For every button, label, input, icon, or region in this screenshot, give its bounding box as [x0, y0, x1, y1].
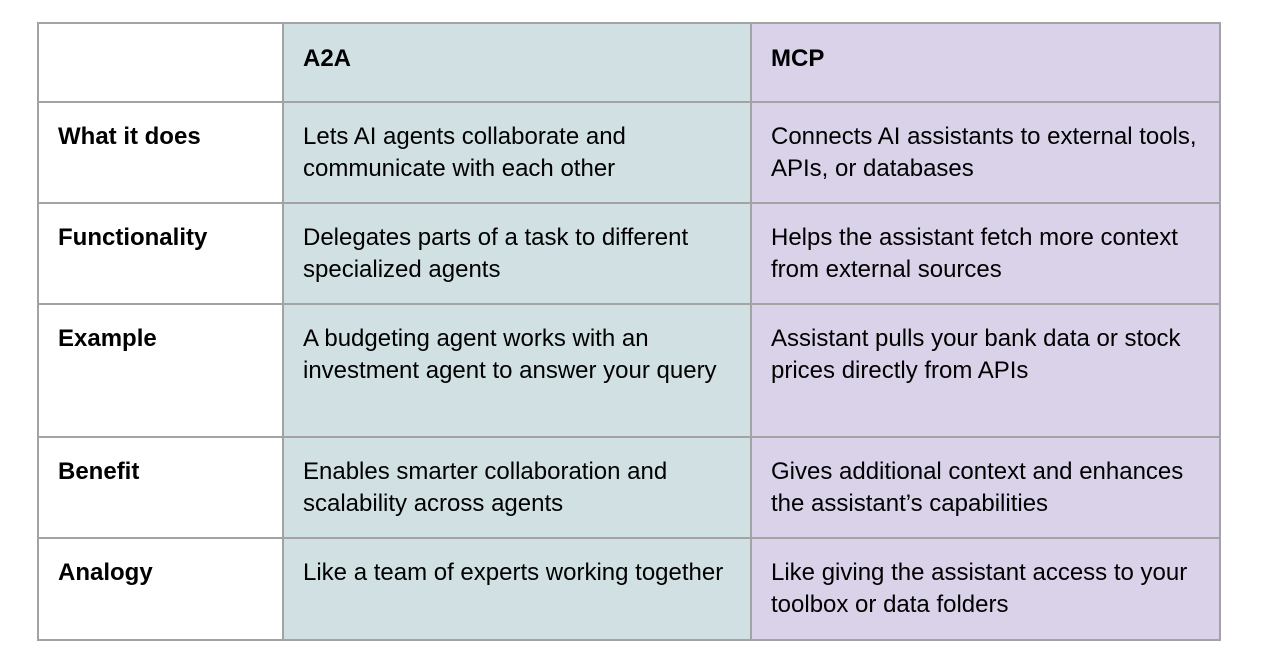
column-header-a2a [283, 23, 751, 102]
header-row [38, 23, 1220, 102]
column-header-a2a-label: A2A [303, 45, 352, 72]
column-header-mcp [751, 23, 1220, 102]
mcp-cell [751, 437, 1220, 538]
mcp-cell [751, 304, 1220, 437]
row-label: Example [58, 325, 157, 352]
a2a-cell [283, 437, 751, 538]
mcp-cell-text: Like giving the assistant access to your toolbox or data folders [771, 559, 1188, 618]
row-label-cell [38, 203, 283, 304]
table-row-functionality [38, 203, 1220, 304]
a2a-cell-text: Lets AI agents collaborate and communicate with each other [303, 123, 626, 182]
row-label: Functionality [58, 224, 208, 251]
a2a-cell-text: Enables smarter collaboration and scalability across agents [303, 458, 668, 517]
row-label: Benefit [58, 458, 140, 485]
mcp-cell [751, 538, 1220, 640]
table-row-analogy [38, 538, 1220, 640]
column-header-mcp-label: MCP [771, 45, 825, 72]
mcp-cell-text: Helps the assistant fetch more context from external sources [771, 224, 1178, 283]
row-label-cell [38, 437, 283, 538]
mcp-cell-text: Assistant pulls your bank data or stock prices directly from APIs [771, 325, 1181, 384]
a2a-cell-text: A budgeting agent works with an investment agent to answer your query [303, 325, 717, 384]
a2a-cell [283, 538, 751, 640]
mcp-cell-text: Connects AI assistants to external tools, APIs, or databases [771, 123, 1197, 182]
row-label: Analogy [58, 559, 153, 586]
table-row-benefit [38, 437, 1220, 538]
a2a-cell [283, 304, 751, 437]
corner-cell-text [39, 24, 282, 43]
row-label-cell [38, 102, 283, 203]
table-row-example [38, 304, 1220, 437]
a2a-cell-text: Like a team of experts working together [303, 559, 724, 586]
corner-cell [38, 23, 283, 102]
row-label: What it does [58, 123, 201, 150]
table-row-what-it-does [38, 102, 1220, 203]
a2a-cell [283, 203, 751, 304]
a2a-cell-text: Delegates parts of a task to different specialized agents [303, 224, 689, 283]
row-label-cell [38, 538, 283, 640]
row-label-cell [38, 304, 283, 437]
comparison-table [37, 22, 1221, 641]
mcp-cell [751, 102, 1220, 203]
mcp-cell-text: Gives additional context and enhances the assistant’s capabilities [771, 458, 1184, 517]
a2a-cell [283, 102, 751, 203]
mcp-cell [751, 203, 1220, 304]
